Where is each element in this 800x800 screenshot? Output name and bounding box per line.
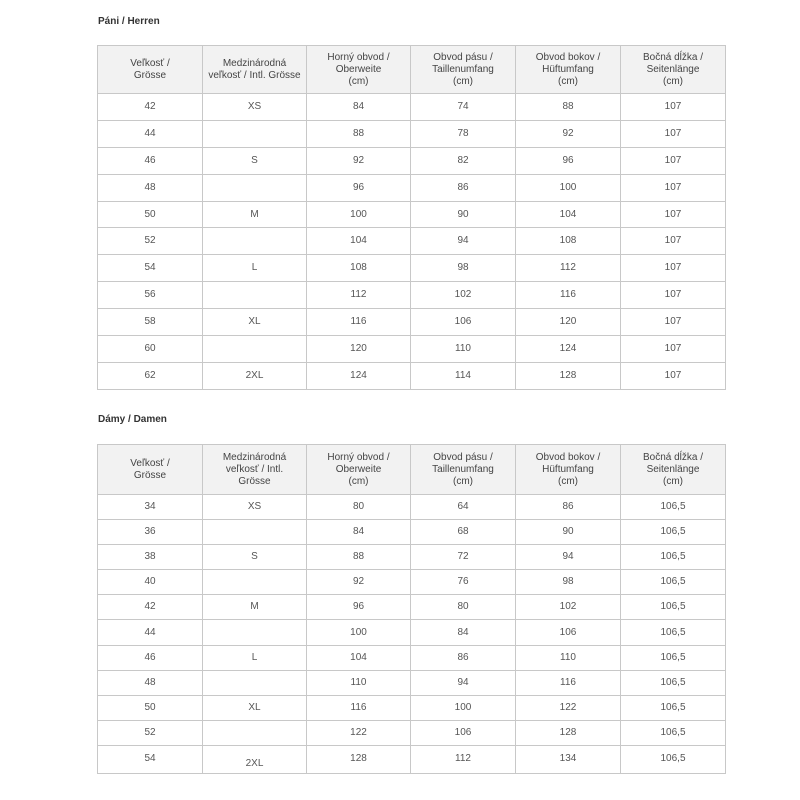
size-cell: 46 <box>98 147 203 174</box>
waist-cell: 78 <box>411 120 516 147</box>
header-line: (cm) <box>453 75 473 87</box>
hips-cell: 94 <box>516 545 621 570</box>
intl-size-cell: S <box>203 147 307 174</box>
table-row <box>98 570 726 595</box>
header-line: Veľkosť / <box>130 57 170 69</box>
men-section-title: Páni / Herren <box>98 16 160 27</box>
table-row <box>98 147 726 174</box>
table-row <box>98 520 726 545</box>
women-section-title: Dámy / Damen <box>98 414 167 425</box>
header-line: Oberweite <box>335 463 382 475</box>
intl-size-cell <box>203 720 307 745</box>
table-row <box>98 545 726 570</box>
header-line: Bočná dĺžka / <box>642 451 704 463</box>
hips-header <box>516 46 621 94</box>
intl-size-cell: M <box>203 201 307 228</box>
waist-cell: 110 <box>411 336 516 363</box>
side-length-cell: 107 <box>621 309 726 336</box>
intl-size-header <box>203 46 307 94</box>
hips-cell: 108 <box>516 228 621 255</box>
hips-cell: 124 <box>516 336 621 363</box>
header-line: (cm) <box>558 75 578 87</box>
table-row <box>98 745 726 773</box>
table-row <box>98 120 726 147</box>
chest-cell: 80 <box>307 495 411 520</box>
hips-cell: 122 <box>516 695 621 720</box>
header-row <box>98 46 726 94</box>
intl-size-cell <box>203 620 307 645</box>
hips-cell: 106 <box>516 620 621 645</box>
size-cell: 44 <box>98 620 203 645</box>
header-line: Hüftumfang <box>542 463 594 475</box>
size-cell: 34 <box>98 495 203 520</box>
waist-cell: 112 <box>411 745 516 773</box>
side-length-cell: 106,5 <box>621 670 726 695</box>
intl-size-cell: S <box>203 545 307 570</box>
size-header <box>98 46 203 94</box>
size-header <box>98 445 203 495</box>
chest-cell: 88 <box>307 120 411 147</box>
header-line: Seitenlänge <box>646 463 700 475</box>
header-line: Obvod pásu / <box>433 51 493 63</box>
hips-cell: 116 <box>516 670 621 695</box>
hips-cell: 116 <box>516 282 621 309</box>
waist-cell: 106 <box>411 720 516 745</box>
table-row <box>98 174 726 201</box>
chest-header <box>307 445 411 495</box>
header-line: Veľkosť / <box>130 457 170 469</box>
table-row <box>98 670 726 695</box>
intl-size-cell: M <box>203 595 307 620</box>
size-cell: 62 <box>98 362 203 389</box>
size-cell: 42 <box>98 595 203 620</box>
table-row <box>98 362 726 389</box>
waist-cell: 72 <box>411 545 516 570</box>
size-cell: 42 <box>98 94 203 121</box>
hips-cell: 104 <box>516 201 621 228</box>
waist-cell: 106 <box>411 309 516 336</box>
chest-cell: 88 <box>307 545 411 570</box>
hips-cell: 128 <box>516 720 621 745</box>
header-line: Bočná dĺžka / <box>642 51 704 63</box>
size-cell: 54 <box>98 745 203 773</box>
side-length-cell: 107 <box>621 336 726 363</box>
hips-cell: 120 <box>516 309 621 336</box>
table-row <box>98 695 726 720</box>
waist-cell: 94 <box>411 670 516 695</box>
chest-cell: 100 <box>307 620 411 645</box>
hips-cell: 86 <box>516 495 621 520</box>
chest-cell: 128 <box>307 745 411 773</box>
side-length-cell: 107 <box>621 147 726 174</box>
side-length-cell: 107 <box>621 362 726 389</box>
size-cell: 50 <box>98 201 203 228</box>
table-row <box>98 255 726 282</box>
waist-cell: 86 <box>411 645 516 670</box>
header-line: Obvod bokov / <box>535 51 601 63</box>
intl-size-cell: 2XL <box>203 745 307 773</box>
side-length-cell: 107 <box>621 201 726 228</box>
side-length-cell: 107 <box>621 282 726 309</box>
intl-size-cell: L <box>203 645 307 670</box>
chest-header <box>307 46 411 94</box>
size-cell: 44 <box>98 120 203 147</box>
waist-cell: 84 <box>411 620 516 645</box>
header-line: Medzinárodná <box>222 57 287 69</box>
header-line: (cm) <box>663 475 683 487</box>
hips-cell: 128 <box>516 362 621 389</box>
side-length-header <box>621 46 726 94</box>
hips-cell: 134 <box>516 745 621 773</box>
header-line: (cm) <box>348 75 369 87</box>
table-row <box>98 620 726 645</box>
waist-cell: 100 <box>411 695 516 720</box>
table-row <box>98 595 726 620</box>
hips-cell: 98 <box>516 570 621 595</box>
chest-cell: 122 <box>307 720 411 745</box>
chest-cell: 108 <box>307 255 411 282</box>
header-line: Grösse <box>238 475 271 487</box>
side-length-cell: 107 <box>621 228 726 255</box>
intl-size-cell <box>203 336 307 363</box>
header-line: Seitenlänge <box>646 63 700 75</box>
size-cell: 48 <box>98 174 203 201</box>
header-line: Obvod pásu / <box>433 451 493 463</box>
size-cell: 50 <box>98 695 203 720</box>
size-cell: 48 <box>98 670 203 695</box>
side-length-cell: 106,5 <box>621 520 726 545</box>
size-cell: 38 <box>98 545 203 570</box>
table-row <box>98 282 726 309</box>
header-line: veľkosť / Intl. Grösse <box>208 69 301 81</box>
table-row <box>98 201 726 228</box>
intl-size-cell: 2XL <box>203 362 307 389</box>
table-row <box>98 645 726 670</box>
side-length-header <box>621 445 726 495</box>
side-length-cell: 106,5 <box>621 620 726 645</box>
size-cell: 40 <box>98 570 203 595</box>
hips-cell: 110 <box>516 645 621 670</box>
chest-cell: 92 <box>307 147 411 174</box>
chest-cell: 112 <box>307 282 411 309</box>
table-row <box>98 720 726 745</box>
waist-cell: 114 <box>411 362 516 389</box>
size-cell: 52 <box>98 228 203 255</box>
waist-cell: 64 <box>411 495 516 520</box>
side-length-cell: 107 <box>621 255 726 282</box>
header-line: Taillenumfang <box>432 463 494 475</box>
side-length-cell: 107 <box>621 94 726 121</box>
intl-size-cell: XL <box>203 309 307 336</box>
chest-cell: 96 <box>307 174 411 201</box>
waist-cell: 98 <box>411 255 516 282</box>
header-line: veľkosť / Intl. <box>225 463 284 475</box>
intl-size-cell: L <box>203 255 307 282</box>
table-row <box>98 336 726 363</box>
hips-cell: 100 <box>516 174 621 201</box>
header-line: Medzinárodná <box>222 451 287 463</box>
hips-header <box>516 445 621 495</box>
header-line: Horný obvod / <box>327 451 390 463</box>
header-line: Grösse <box>133 469 167 481</box>
waist-cell: 82 <box>411 147 516 174</box>
size-cell: 58 <box>98 309 203 336</box>
chest-cell: 110 <box>307 670 411 695</box>
waist-cell: 74 <box>411 94 516 121</box>
size-cell: 60 <box>98 336 203 363</box>
header-line: Hüftumfang <box>542 63 594 75</box>
intl-size-cell: XS <box>203 495 307 520</box>
side-length-cell: 106,5 <box>621 495 726 520</box>
chest-cell: 92 <box>307 570 411 595</box>
size-cell: 54 <box>98 255 203 282</box>
intl-size-header <box>203 445 307 495</box>
side-length-cell: 106,5 <box>621 570 726 595</box>
waist-cell: 68 <box>411 520 516 545</box>
size-cell: 52 <box>98 720 203 745</box>
intl-size-cell: XS <box>203 94 307 121</box>
side-length-cell: 107 <box>621 174 726 201</box>
intl-size-cell <box>203 282 307 309</box>
size-cell: 56 <box>98 282 203 309</box>
chest-cell: 116 <box>307 695 411 720</box>
waist-cell: 94 <box>411 228 516 255</box>
chest-cell: 124 <box>307 362 411 389</box>
chest-cell: 100 <box>307 201 411 228</box>
side-length-cell: 106,5 <box>621 695 726 720</box>
waist-cell: 90 <box>411 201 516 228</box>
table-row <box>98 309 726 336</box>
side-length-cell: 106,5 <box>621 595 726 620</box>
header-line: (cm) <box>453 475 473 487</box>
men-size-table <box>97 45 726 390</box>
intl-size-cell: XL <box>203 695 307 720</box>
intl-size-cell <box>203 228 307 255</box>
chest-cell: 104 <box>307 228 411 255</box>
table-row <box>98 228 726 255</box>
chest-cell: 116 <box>307 309 411 336</box>
table-row <box>98 495 726 520</box>
waist-header <box>411 46 516 94</box>
chest-cell: 120 <box>307 336 411 363</box>
chest-cell: 104 <box>307 645 411 670</box>
side-length-cell: 106,5 <box>621 745 726 773</box>
waist-header <box>411 445 516 495</box>
hips-cell: 96 <box>516 147 621 174</box>
intl-size-cell <box>203 670 307 695</box>
header-line: Taillenumfang <box>432 63 494 75</box>
size-cell: 36 <box>98 520 203 545</box>
waist-cell: 80 <box>411 595 516 620</box>
chest-cell: 96 <box>307 595 411 620</box>
side-length-cell: 107 <box>621 120 726 147</box>
women-size-table <box>97 444 726 774</box>
header-line: Oberweite <box>335 63 382 75</box>
header-line: Obvod bokov / <box>535 451 601 463</box>
header-line: Horný obvod / <box>327 51 390 63</box>
hips-cell: 90 <box>516 520 621 545</box>
side-length-cell: 106,5 <box>621 545 726 570</box>
size-cell: 46 <box>98 645 203 670</box>
intl-size-cell <box>203 174 307 201</box>
hips-cell: 112 <box>516 255 621 282</box>
hips-cell: 88 <box>516 94 621 121</box>
table-row <box>98 94 726 121</box>
header-line: (cm) <box>663 75 683 87</box>
hips-cell: 102 <box>516 595 621 620</box>
intl-size-cell <box>203 120 307 147</box>
side-length-cell: 106,5 <box>621 720 726 745</box>
header-line: (cm) <box>348 475 369 487</box>
side-length-cell: 106,5 <box>621 645 726 670</box>
chest-cell: 84 <box>307 520 411 545</box>
header-line: Grösse <box>133 69 167 81</box>
intl-size-cell <box>203 520 307 545</box>
chest-cell: 84 <box>307 94 411 121</box>
header-row <box>98 445 726 495</box>
waist-cell: 102 <box>411 282 516 309</box>
intl-size-cell <box>203 570 307 595</box>
waist-cell: 86 <box>411 174 516 201</box>
header-line: (cm) <box>558 475 578 487</box>
hips-cell: 92 <box>516 120 621 147</box>
waist-cell: 76 <box>411 570 516 595</box>
